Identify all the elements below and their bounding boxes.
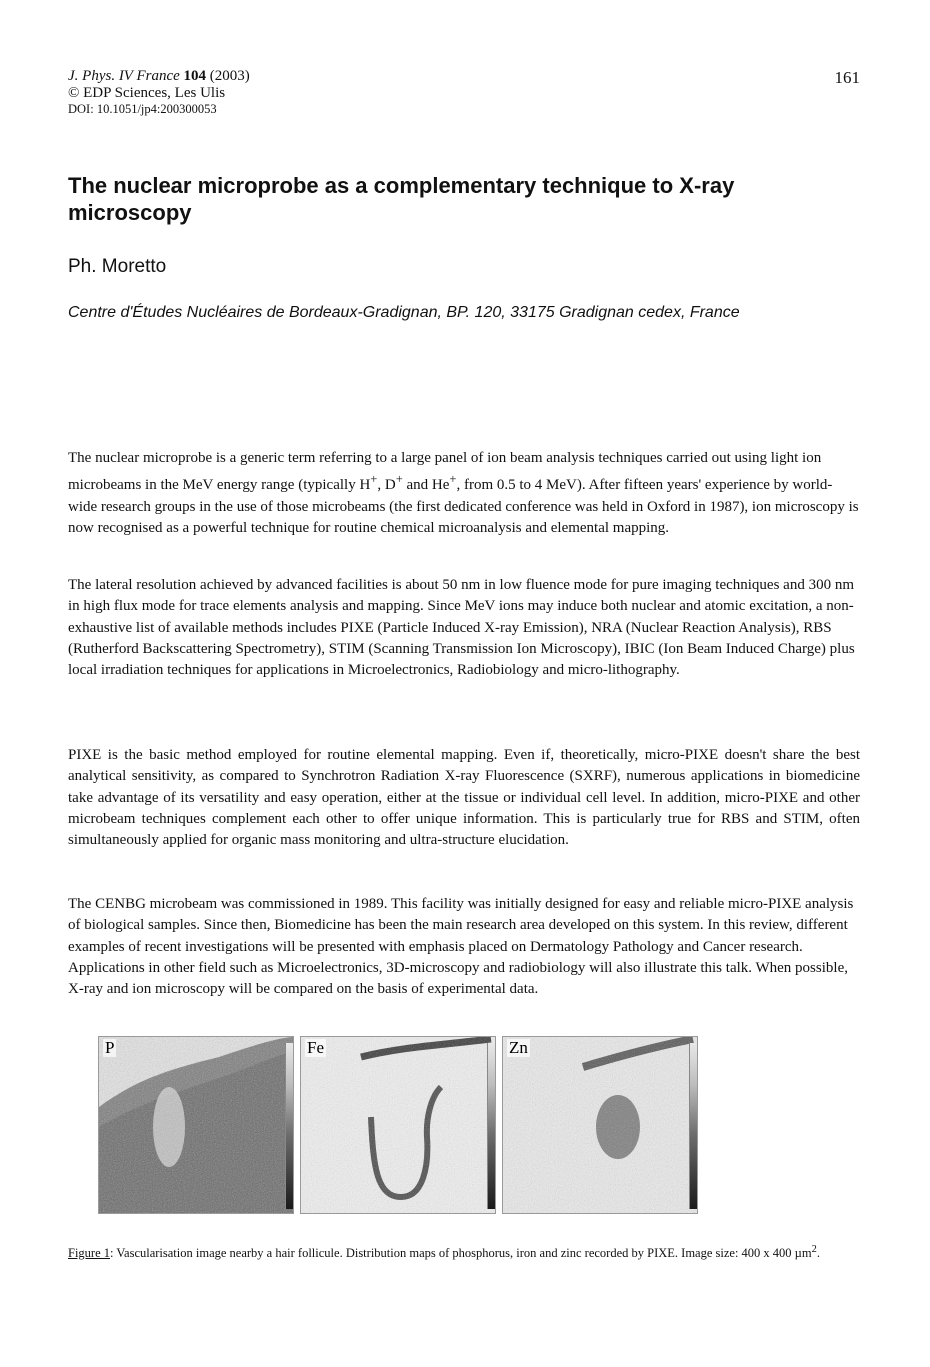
panel-label-zn: Zn: [509, 1038, 528, 1057]
paragraph-1-sup-a: +: [370, 472, 378, 487]
iron-map-image: [301, 1037, 496, 1214]
figure-caption: [68, 1242, 860, 1261]
paragraph-1: [68, 448, 860, 539]
intensity-scale-bar: [285, 1043, 293, 1209]
paragraph-1-text-a: The nuclear microprobe is a generic term referring to a large panel of ion beam analysis techniques carried out using light ion microbeams in the MeV energy range (typically H: [68, 450, 822, 494]
figure-caption-label: Figure 1: [68, 1246, 111, 1261]
page-number: 161: [834, 68, 860, 87]
paragraph-3: PIXE is the basic method employed for routine elemental mapping. Even if, theoretically, micro-PIXE doesn't share the best analytical sensitivity, as compared to Synchrotron Radiation X-ray Fluorescence (SXRF), numerous applications in biomedicine take advantage of its versatility and easy operation, either at the tissue or individual cell level. In addition, micro-PIXE and other microbeam techniques complement each other to offer unique information. This is particularly true for RBS and STIM, often simultaneously applied for organic mass monitoring and ultra-structure elucidation.: [68, 747, 860, 849]
phosphorus-map-image: [99, 1037, 294, 1214]
author-affiliation: Centre d'Études Nucléaires de Bordeaux-Gradignan, BP. 120, 33175 Gradignan cedex, France: [68, 304, 740, 321]
publisher-line: © EDP Sciences, Les Ulis: [68, 85, 226, 101]
journal-year: (2003): [209, 68, 250, 84]
figure-1: [98, 1036, 708, 1216]
paragraph-1-text-d: , from 0.5 to 4 MeV). After fifteen years' experience by world-wide research groups in the use of those microbeams (the first dedicated conference was held in Oxford in 1987), ion microscopy is now recognised as a powerful technique for routine chemical microanalysis and elemental mapping.: [68, 477, 859, 536]
paragraph-1-text-b: , D: [377, 477, 396, 494]
panel-label-p: P: [105, 1038, 115, 1057]
figure-panel-zinc: [502, 1036, 698, 1214]
paragraph-1-sup-b: +: [395, 472, 403, 487]
journal-citation: [68, 68, 868, 85]
paragraph-1-text-c: and He: [402, 477, 450, 494]
zinc-map-image: [503, 1037, 698, 1214]
journal-name: J. Phys. IV France: [68, 68, 180, 84]
figure-caption-sup: 2: [811, 1244, 817, 1255]
figure-caption-end: .: [816, 1246, 820, 1261]
figure-panel-phosphorus: [98, 1036, 294, 1214]
paragraph-2: The lateral resolution achieved by advanced facilities is about 50 nm in low fluence mode for pure imaging techniques and 300 nm in high flux mode for trace elements analysis and mapping. Since MeV ions may induce both nuclear and atomic excitation, a non-exhaustive list of available methods includes PIXE (Particle Induced X-ray Emission), NRA (Nuclear Reaction Analysis), RBS (Rutherford Backscattering Spectrometry), STIM (Scanning Transmission Ion Microscopy), IBIC (Ion Beam Induced Charge) plus local irradiation techniques for applications in Microelectronics, Radiobiology and micro-lithography.: [68, 577, 855, 679]
figure-caption-text: : Vascularisation image nearby a hair follicule. Distribution maps of phosphorus, iron and zinc recorded by PIXE. Image size: 400 x 400 µm: [110, 1246, 812, 1261]
paragraph-1-sup-c: +: [449, 472, 457, 487]
panel-label-fe: Fe: [307, 1038, 324, 1057]
journal-header: [68, 68, 868, 117]
article-author: Ph. Moretto: [68, 256, 167, 277]
intensity-scale-bar: [689, 1043, 697, 1209]
intensity-scale-bar: [487, 1043, 495, 1209]
article-title: The nuclear microprobe as a complementary technique to X-ray microscopy: [68, 173, 735, 225]
doi-line: DOI: 10.1051/jp4:200300053: [68, 102, 217, 116]
paragraph-4: The CENBG microbeam was commissioned in 1989. This facility was initially designed for easy and reliable micro-PIXE analysis of biological samples. Since then, Biomedicine has been the main research area developed on this system. In this review, different examples of recent investigations will be presented with emphasis placed on Dermatology Pathology and Cancer research. Applications in other field such as Microelectronics, 3D-microscopy and radiobiology will also illustrate this talk. When possible, X-ray and ion microscopy will be compared on the basis of experimental data.: [68, 896, 854, 998]
figure-panel-iron: [300, 1036, 496, 1214]
journal-volume: 104: [183, 68, 207, 84]
